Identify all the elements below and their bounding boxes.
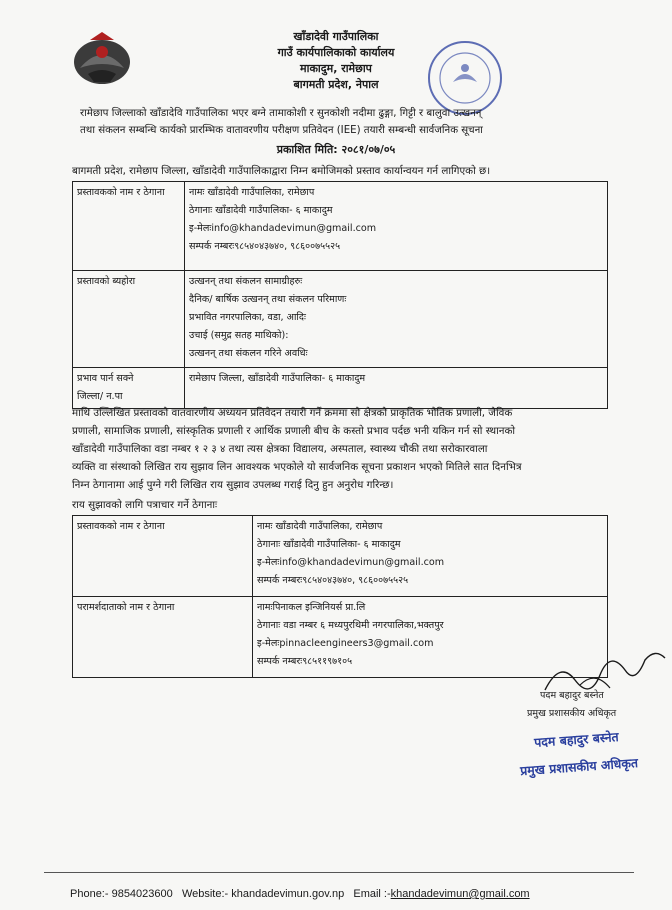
header-location: माकादुम, रामेछाप <box>300 62 372 75</box>
intro-text: बागमती प्रदेश, रामेछाप जिल्ला, खाँडादेवी गाउँपालिकाद्वारा निम्न बमोजिमको प्रस्ताव कार्यान्वयन गर्न लागिएको छ। <box>72 165 491 177</box>
affected-area-label-a: प्रभाव पार्न सक्ने <box>77 373 134 384</box>
table-row <box>73 271 608 368</box>
stamp-name: पदम बहादुर बस्नेत <box>533 728 620 750</box>
proposer-phone: सम्पर्क नम्बरः९८५४०४३७४०, ९८६००७५५२५ <box>189 241 341 252</box>
table-row <box>73 516 608 597</box>
body-line: निम्न ठेगानामा आई पुग्ने गरी लिखित राय सुझाव उपलब्ध गराई दिनु हुन अनुरोध गरिन्छ। <box>72 479 394 491</box>
notice-title-line1: रामेछाप जिल्लाको खाँडादेवि गाउँपालिका भएर बग्ने तामाकोशी र सुनकोशी नदीमा ढुङ्गा, गिट्टी र बालुवा उत्खनन् <box>80 108 482 119</box>
table-row <box>73 597 608 678</box>
proposer-name-2: नामः खाँडादेवी गाउँपालिका, रामेछाप <box>257 521 383 532</box>
footer-divider <box>44 872 634 873</box>
footer-phone: Phone:- 9854023600 <box>70 888 173 900</box>
consultant-label: परामर्शदाताको नाम र ठेगाना <box>73 597 253 678</box>
list-item: प्रभावित नगरपालिका, वडा, आदिः <box>189 312 306 323</box>
notice-title-line2: तथा संकलन सम्बन्धि कार्यको प्रारम्भिक वातावरणीय परीक्षण प्रतिवेदन (IEE) तयारी सम्बन्धी सार्वजनिक सूचना <box>80 125 483 136</box>
proposer-email: इ-मेलःinfo@khandadevimun@gmail.com <box>189 223 377 234</box>
proposer-label: प्रस्तावकको नाम र ठेगाना <box>73 182 185 271</box>
suggestion-heading: राय सुझावको लागि पत्राचार गर्ने ठेगानाः <box>72 499 218 511</box>
consultant-name: नामःपिनाकल इन्जिनियर्स प्रा.लि <box>257 602 366 613</box>
proposer-address: ठेगानाः खाँडादेवी गाउँपालिका- ६ माकादुम <box>189 205 333 216</box>
list-item: उत्खनन् तथा संकलन सामाग्रीहरुः <box>189 276 303 287</box>
proposer-label-2: प्रस्तावकको नाम र ठेगाना <box>73 516 253 597</box>
footer-contact <box>70 888 530 900</box>
affected-area-label <box>73 368 185 409</box>
affected-area-value: रामेछाप जिल्ला, खाँडादेवी गाउँपालिका- ६ माकादुम <box>185 368 608 409</box>
consultant-address: ठेगानाः वडा नम्बर ६ मध्यपुरथिमी नगरपालिका,भक्तपुर <box>257 620 444 631</box>
proposer-details-2 <box>253 516 608 597</box>
consultant-email: इ-मेलःpinnacleengineers3@gmail.com <box>257 638 434 649</box>
footer-email-link[interactable]: khandadevimun@gmail.com <box>390 888 530 900</box>
stamp-designation: प्रमुख प्रशासकीय अधिकृत <box>519 755 639 779</box>
body-line: माथि उल्लिखित प्रस्तावको वातवारणीय अध्ययन प्रतिवेदन तयारी गर्ने क्रममा सो क्षेत्रको प्राकृतिक भौतिक प्रणाली, जैविक <box>72 407 513 419</box>
signatory-designation: प्रमुख प्रशासकीय अधिकृत <box>527 708 617 719</box>
proposer-address-2: ठेगानाः खाँडादेवी गाउँपालिका- ६ माकादुम <box>257 539 401 550</box>
list-item: दैनिक/ बार्षिक उत्खनन् तथा संकलन परिमाणः <box>189 294 347 305</box>
proposer-phone-2: सम्पर्क नम्बरः९८५४०४३७४०, ९८६००७५५२५ <box>257 575 409 586</box>
table-row <box>73 182 608 271</box>
correspondence-table <box>72 515 608 678</box>
footer-email-label: Email :- <box>353 888 391 900</box>
consultant-phone: सम्पर्क नम्बरः९८५११९७१०५ <box>257 656 353 667</box>
affected-area-label-b: जिल्ला/ न.पा <box>77 391 123 402</box>
list-item: उत्खनन् तथा संकलन गरिने अवधिः <box>189 348 308 359</box>
publish-date: प्रकाशित मिति: २०८१/०७/०५ <box>276 143 396 156</box>
header-province: बागमती प्रदेश, नेपाल <box>293 78 379 91</box>
table-row <box>73 368 608 409</box>
proposal-description-details <box>185 271 608 368</box>
proposer-email-2: इ-मेलःinfo@khandadevimun@gmail.com <box>257 557 445 568</box>
proposer-details <box>185 182 608 271</box>
body-line: प्रणाली, सामाजिक प्रणाली, सांस्कृतिक प्रणाली र आर्थिक प्रणाली बीच के कस्तो प्रभाव पर्दछ भनी यकिन गर्न सो स्थानको <box>72 425 516 437</box>
header-office-type: गाउँ कार्यपालिकाको कार्यालय <box>277 46 395 59</box>
proposal-table <box>72 181 608 409</box>
proposer-name: नामः खाँडादेवी गाउँपालिका, रामेछाप <box>189 187 315 198</box>
body-line: व्यक्ति वा संस्थाको लिखित राय सुझाव लिन आवश्यक भएकोले यो सार्वजनिक सूचना प्रकाशन भएको मितिले सात दिनभित्र <box>72 461 522 473</box>
footer-website[interactable]: Website:- khandadevimun.gov.np <box>181 888 345 900</box>
proposal-description-label: प्रस्तावको ब्यहोरा <box>73 271 185 368</box>
header-office-name: खाँडादेवी गाउँपालिका <box>293 30 379 43</box>
list-item: उचाई (समुद्र सतह माथिको): <box>189 330 289 341</box>
body-line: खाँडादेवी गाउँपालिका वडा नम्बर १ २ ३ ४ तथा त्यस क्षेत्रका विद्यालय, अस्पताल, स्वास्थ्य चौकी तथा सरोकारवाला <box>72 443 488 455</box>
signatory-name: पदम बहादुर बस्नेत <box>540 690 604 701</box>
